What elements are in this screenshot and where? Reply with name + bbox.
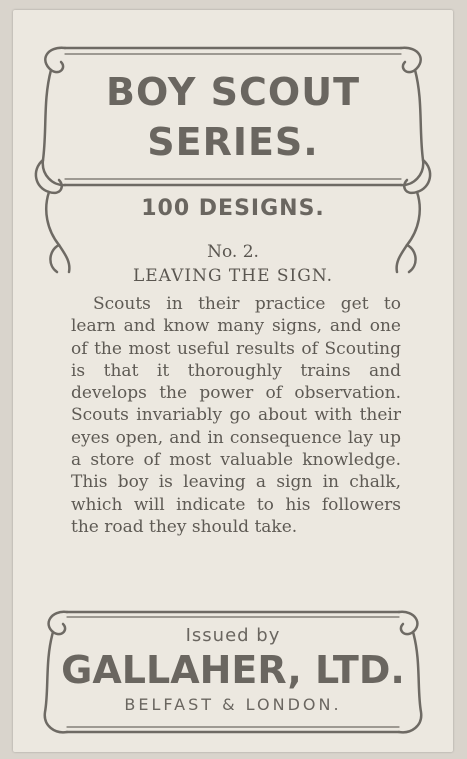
series-title-line2: SERIES.	[147, 120, 319, 164]
issued-by-label: Issued by	[185, 625, 281, 646]
company-name: GALLAHER, LTD.	[61, 648, 405, 692]
card-description: Scouts in their practice get to learn and know many signs, and one of the most useful results of Scouting is that it thoroughly trains and develops the power of observation. Scouts invariably go about with their eyes open, and in consequence lay up a store of most valuable knowledge. This boy is leaving a sign in chalk, which will indicate to his followers the road they should take.	[71, 294, 401, 537]
card-number: No. 2.	[207, 242, 259, 262]
series-title-line1: BOY SCOUT	[106, 70, 360, 114]
designs-count: 100 DESIGNS.	[141, 196, 325, 221]
card-heading: LEAVING THE SIGN.	[132, 266, 334, 286]
company-location: BELFAST & LONDON.	[124, 695, 342, 714]
cigarette-card	[13, 10, 453, 752]
